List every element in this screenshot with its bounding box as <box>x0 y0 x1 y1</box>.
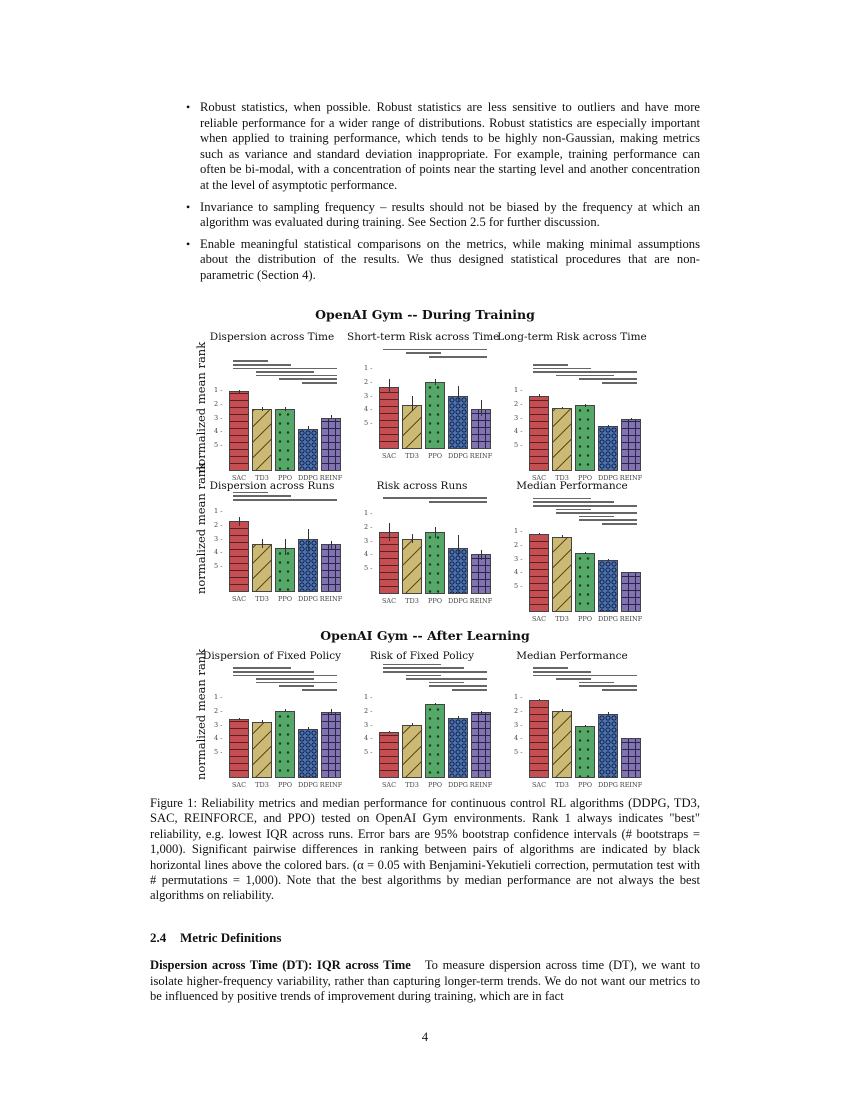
x-tick-label: PPO <box>277 595 293 603</box>
error-bar <box>631 572 632 573</box>
y-tick-label: 4 - <box>514 568 523 577</box>
y-tick-label: 3 - <box>364 720 373 729</box>
figure-caption: Figure 1: Reliability metrics and median performance for continuous control RL algorithms (DDPG, TD3, SAC, REINFORCE, and PPO) tested on OpenAI Gym environments. Rank 1 always indicates "best" reliability, e.g. lowest IQR across runs. Error bars are 95% bootstrap confidence intervals (# bootstraps = 1,000). Significant pairwise differences in ranking between pairs of algorithms are indicated by black horizontal lines above the colored bars. (α = 0.05 with Benjamini-Yekutieli correction, permutation test with # permutations = 1,000). Note that the best algorithms by median performance are not always the best algorithms on reliability. <box>150 796 700 903</box>
y-tick-label: 1 - <box>514 693 523 701</box>
chart-title: Risk across Runs <box>376 480 468 492</box>
y-tick-label: 1 - <box>214 693 223 701</box>
error-bar <box>285 539 286 556</box>
y-tick-label: 3 - <box>214 413 223 422</box>
bar-reinf <box>321 544 341 592</box>
error-bar <box>262 720 263 723</box>
bar-reinf <box>621 419 641 471</box>
bar-reinf <box>471 712 491 778</box>
bar-sac <box>529 396 549 471</box>
significance-line <box>233 495 291 497</box>
bar-sac <box>229 719 249 778</box>
bar-ppo <box>275 711 295 778</box>
error-bar <box>239 517 240 527</box>
error-bar <box>308 529 309 551</box>
significance-line <box>533 364 568 366</box>
x-tick-label: REINF <box>469 452 493 460</box>
x-tick-label: SAC <box>231 595 247 603</box>
bar-td3 <box>252 544 272 592</box>
significance-line <box>406 678 487 680</box>
bar-reinf <box>621 572 641 612</box>
y-tick-label: 5 - <box>514 582 523 591</box>
x-tick-label: TD3 <box>255 781 269 789</box>
chart-title: Dispersion of Fixed Policy <box>202 650 342 662</box>
bar-ppo <box>575 553 595 612</box>
error-bar <box>562 407 563 410</box>
y-tick-label: 2 - <box>514 540 523 549</box>
bar-sac <box>529 700 549 778</box>
y-tick-label: 4 - <box>364 734 373 743</box>
chart-title: Dispersion across Runs <box>209 480 335 492</box>
y-tick-label: 4 - <box>514 427 523 436</box>
error-bar <box>458 535 459 556</box>
bullet-list <box>186 100 700 290</box>
error-bar <box>435 379 436 385</box>
error-bar <box>539 394 540 397</box>
significance-line <box>429 501 487 503</box>
x-tick-label: DDPG <box>298 474 318 482</box>
y-axis-label: normalized mean rank <box>194 462 208 594</box>
significance-line <box>533 671 591 673</box>
error-bar <box>585 725 586 728</box>
error-bar <box>608 425 609 428</box>
bar-reinf <box>471 554 491 594</box>
x-tick-label: PPO <box>427 452 443 460</box>
error-bar <box>631 738 632 739</box>
bar-sac <box>379 532 399 594</box>
bullet-item: • Enable meaningful statistical comparisons on the metrics, while making minimal assumptions about the distribution of the results. We thus designed statistical procedures that are non-parametric (Section 4). <box>186 236 700 282</box>
significance-line <box>533 675 637 677</box>
significance-line <box>602 382 637 384</box>
y-tick-label: 1 - <box>214 507 223 515</box>
x-tick-label: PPO <box>577 474 593 482</box>
significance-line <box>233 499 337 501</box>
bullet-text: Robust statistics, when possible. Robust statistics are less sensitive to outliers and have more reliable performance for a wider range of distributions. Robust statistics are especially important when applied to training performance, which tends to be highly non-Gaussian, making metrics such as variance and standard deviation inappropriate. For example, training performance can often be bi-modal, with a concentration of points near the starting level and another concentration at the level of asymptotic performance. <box>200 100 700 192</box>
x-tick-label: TD3 <box>255 595 269 603</box>
bar-ppo <box>425 704 445 778</box>
significance-line <box>256 678 314 680</box>
paragraph-text: To measure dispersion across time (DT), we want to isolate higher-frequency variability, rather than capturing longer-term trends. We do not want our metrics to be influenced by positive trends of improvement during training, which are in fact <box>150 958 700 1004</box>
y-tick-label: 3 - <box>214 534 223 543</box>
y-tick-label: 5 - <box>364 419 373 428</box>
bar-ppo <box>275 409 295 471</box>
error-bar <box>239 718 240 721</box>
x-tick-label: SAC <box>531 781 547 789</box>
error-bar <box>562 709 563 712</box>
significance-line <box>533 368 591 370</box>
bullet-text: Enable meaningful statistical comparisons on the metrics, while making minimal assumptions about the distribution of the results. We thus designed statistical procedures that are non-parametric (Section 4). <box>200 236 700 282</box>
significance-line <box>579 378 637 380</box>
error-bar <box>608 712 609 715</box>
error-bar <box>412 723 413 726</box>
significance-line <box>579 682 614 684</box>
bar-ppo <box>425 382 445 449</box>
figure-group-title-training: OpenAI Gym -- During Training <box>315 307 535 322</box>
significance-line <box>406 675 441 677</box>
y-tick-label: 1 - <box>364 509 373 517</box>
bar-sac <box>529 534 549 612</box>
significance-line <box>383 349 487 351</box>
y-tick-label: 4 - <box>214 427 223 436</box>
y-tick-label: 5 - <box>214 562 223 571</box>
error-bar <box>481 550 482 560</box>
error-bar <box>481 711 482 714</box>
chart-title: Median Performance <box>516 480 628 492</box>
significance-line <box>533 505 637 507</box>
significance-line <box>279 685 314 687</box>
x-tick-label: SAC <box>231 474 247 482</box>
y-tick-label: 2 - <box>514 706 523 715</box>
x-tick-label: SAC <box>381 781 397 789</box>
x-tick-label: DDPG <box>298 781 318 789</box>
error-bar <box>331 415 332 419</box>
x-tick-label: REINF <box>319 595 343 603</box>
significance-line <box>429 356 487 358</box>
error-bar <box>308 727 309 730</box>
figure-group-title-after-learning: OpenAI Gym -- After Learning <box>320 628 530 643</box>
error-bar <box>412 396 413 411</box>
significance-line <box>233 667 291 669</box>
error-bar <box>458 716 459 719</box>
error-bar <box>539 699 540 700</box>
error-bar <box>331 541 332 549</box>
x-tick-label: PPO <box>577 615 593 623</box>
y-tick-label: 2 - <box>364 377 373 386</box>
error-bar <box>389 731 390 732</box>
x-tick-label: TD3 <box>405 452 419 460</box>
x-tick-label: DDPG <box>448 452 468 460</box>
bar-ppo <box>425 532 445 594</box>
x-tick-label: DDPG <box>448 781 468 789</box>
y-tick-label: 2 - <box>364 706 373 715</box>
bar-reinf <box>321 418 341 471</box>
x-tick-label: TD3 <box>555 615 569 623</box>
error-bar <box>331 709 332 713</box>
y-tick-label: 2 - <box>214 520 223 529</box>
significance-line <box>406 352 441 354</box>
x-tick-label: REINF <box>319 474 343 482</box>
y-tick-label: 1 - <box>364 693 373 701</box>
x-tick-label: PPO <box>427 597 443 605</box>
bar-td3 <box>402 725 422 778</box>
bar-td3 <box>402 539 422 594</box>
error-bar <box>562 535 563 538</box>
section-heading <box>150 930 281 946</box>
significance-line <box>233 360 268 362</box>
x-tick-label: REINF <box>469 597 493 605</box>
y-tick-label: 1 - <box>364 364 373 372</box>
significance-line <box>533 501 614 503</box>
y-tick-label: 1 - <box>214 386 223 394</box>
y-tick-label: 5 - <box>514 748 523 757</box>
paragraph-lead: Dispersion across Time (DT): IQR across Time <box>150 958 411 972</box>
significance-line <box>429 682 464 684</box>
bar-sac <box>229 521 249 592</box>
significance-line <box>383 667 464 669</box>
chart-title: Median Performance <box>516 650 628 662</box>
error-bar <box>435 703 436 704</box>
y-tick-label: 3 - <box>214 720 223 729</box>
y-tick-label: 3 - <box>514 413 523 422</box>
x-tick-label: DDPG <box>298 595 318 603</box>
bar-td3 <box>552 537 572 612</box>
x-tick-label: REINF <box>619 474 643 482</box>
y-tick-label: 4 - <box>514 734 523 743</box>
x-tick-label: REINF <box>619 781 643 789</box>
bar-td3 <box>252 409 272 471</box>
y-tick-label: 1 - <box>514 386 523 394</box>
significance-line <box>256 682 337 684</box>
error-bar <box>389 379 390 393</box>
x-tick-label: PPO <box>277 781 293 789</box>
y-tick-label: 3 - <box>364 536 373 545</box>
chart-title: Short-term Risk across Time <box>347 331 500 343</box>
significance-line <box>302 382 337 384</box>
bar-ddpg <box>448 718 468 778</box>
y-tick-label: 5 - <box>214 748 223 757</box>
error-bar <box>481 400 482 417</box>
error-bar <box>435 527 436 538</box>
error-bar <box>262 539 263 549</box>
bar-td3 <box>552 408 572 471</box>
y-tick-label: 4 - <box>364 405 373 414</box>
significance-line <box>302 689 337 691</box>
x-tick-label: DDPG <box>598 615 618 623</box>
bar-td3 <box>552 711 572 778</box>
significance-line <box>256 371 314 373</box>
bar-ppo <box>575 405 595 471</box>
y-tick-label: 2 - <box>514 399 523 408</box>
significance-line <box>579 519 637 521</box>
bar-ddpg <box>298 429 318 471</box>
y-tick-label: 5 - <box>214 441 223 450</box>
error-bar <box>262 407 263 411</box>
y-tick-label: 2 - <box>214 706 223 715</box>
significance-line <box>452 689 487 691</box>
y-tick-label: 5 - <box>514 441 523 450</box>
error-bar <box>389 523 390 541</box>
significance-line <box>233 492 268 494</box>
body-paragraph <box>150 958 700 1005</box>
x-tick-label: DDPG <box>448 597 468 605</box>
bar-td3 <box>252 722 272 778</box>
significance-line <box>533 667 568 669</box>
bar-ddpg <box>448 396 468 449</box>
bullet-item: • Robust statistics, when possible. Robust statistics are less sensitive to outliers and have more reliable performance for a wider range of distributions. Robust statistics are especially important when applied to training performance, which tends to be highly non-Gaussian, making metrics such as variance and standard deviation inappropriate. For example, training performance can often be bi-modal, with a concentration of points near the starting level and another concentration at the level of asymptotic performance. <box>186 100 700 192</box>
error-bar <box>539 533 540 534</box>
significance-line <box>383 497 487 499</box>
x-tick-label: DDPG <box>598 474 618 482</box>
x-tick-label: PPO <box>427 781 443 789</box>
bar-ddpg <box>598 714 618 778</box>
section-number: 2.4 <box>150 930 167 945</box>
x-tick-label: DDPG <box>598 781 618 789</box>
y-tick-label: 4 - <box>214 734 223 743</box>
x-tick-label: SAC <box>381 452 397 460</box>
bar-reinf <box>621 738 641 778</box>
error-bar <box>285 709 286 712</box>
x-tick-label: REINF <box>319 781 343 789</box>
error-bar <box>285 407 286 411</box>
error-bar <box>585 552 586 555</box>
x-tick-label: REINF <box>619 615 643 623</box>
x-tick-label: PPO <box>277 474 293 482</box>
bar-ddpg <box>298 729 318 778</box>
bar-ddpg <box>598 560 618 612</box>
bar-ppo <box>575 726 595 778</box>
error-bar <box>458 386 459 403</box>
significance-line <box>579 516 614 518</box>
x-tick-label: SAC <box>231 781 247 789</box>
bar-ddpg <box>598 426 618 471</box>
y-tick-label: 3 - <box>364 391 373 400</box>
significance-line <box>279 378 337 380</box>
significance-line <box>233 364 291 366</box>
x-tick-label: REINF <box>469 781 493 789</box>
error-bar <box>608 559 609 562</box>
section-title: Metric Definitions <box>180 930 282 945</box>
y-tick-label: 1 - <box>514 527 523 535</box>
significance-line <box>556 509 591 511</box>
y-tick-label: 4 - <box>364 550 373 559</box>
bullet-item: • Invariance to sampling frequency – results should not be biased by the frequency at which an algorithm was evaluated during training. See Section 2.5 for further discussion. <box>186 199 700 230</box>
significance-line <box>579 685 637 687</box>
x-tick-label: PPO <box>577 781 593 789</box>
chart-title: Risk of Fixed Policy <box>369 650 475 662</box>
significance-line <box>233 671 314 673</box>
significance-line <box>533 498 591 500</box>
significance-line <box>556 678 591 680</box>
bar-sac <box>229 391 249 471</box>
x-tick-label: TD3 <box>555 781 569 789</box>
significance-line <box>533 371 637 373</box>
y-tick-label: 5 - <box>364 748 373 757</box>
x-tick-label: TD3 <box>405 597 419 605</box>
bar-reinf <box>321 712 341 778</box>
significance-line <box>602 523 637 525</box>
x-tick-label: SAC <box>531 615 547 623</box>
significance-line <box>556 512 637 514</box>
x-tick-label: SAC <box>381 597 397 605</box>
error-bar <box>412 534 413 544</box>
chart-title: Long-term Risk across Time <box>497 331 647 343</box>
significance-line <box>233 368 337 370</box>
y-tick-label: 2 - <box>214 399 223 408</box>
y-axis-label: normalized mean rank <box>194 341 208 473</box>
significance-line <box>429 685 487 687</box>
y-tick-label: 3 - <box>514 554 523 563</box>
significance-line <box>602 689 637 691</box>
error-bar <box>308 426 309 430</box>
x-tick-label: TD3 <box>405 781 419 789</box>
significance-line <box>383 664 441 666</box>
bullet-text: Invariance to sampling frequency – results should not be biased by the frequency at which an algorithm was evaluated during training. See Section 2.5 for further discussion. <box>200 199 700 230</box>
chart-title: Dispersion across Time <box>209 331 335 343</box>
x-tick-label: TD3 <box>255 474 269 482</box>
error-bar <box>239 390 240 393</box>
bar-sac <box>379 387 399 449</box>
significance-line <box>256 375 337 377</box>
y-tick-label: 5 - <box>364 564 373 573</box>
significance-line <box>383 671 487 673</box>
y-tick-label: 4 - <box>214 548 223 557</box>
bar-sac <box>379 732 399 779</box>
x-tick-label: TD3 <box>555 474 569 482</box>
y-tick-label: 2 - <box>364 522 373 531</box>
error-bar <box>631 418 632 421</box>
y-tick-label: 3 - <box>514 720 523 729</box>
y-axis-label: normalized mean rank <box>194 648 208 780</box>
bar-td3 <box>402 405 422 449</box>
error-bar <box>585 404 586 407</box>
significance-line <box>556 375 614 377</box>
x-tick-label: SAC <box>531 474 547 482</box>
significance-line <box>233 675 337 677</box>
page-number: 4 <box>421 1030 429 1044</box>
